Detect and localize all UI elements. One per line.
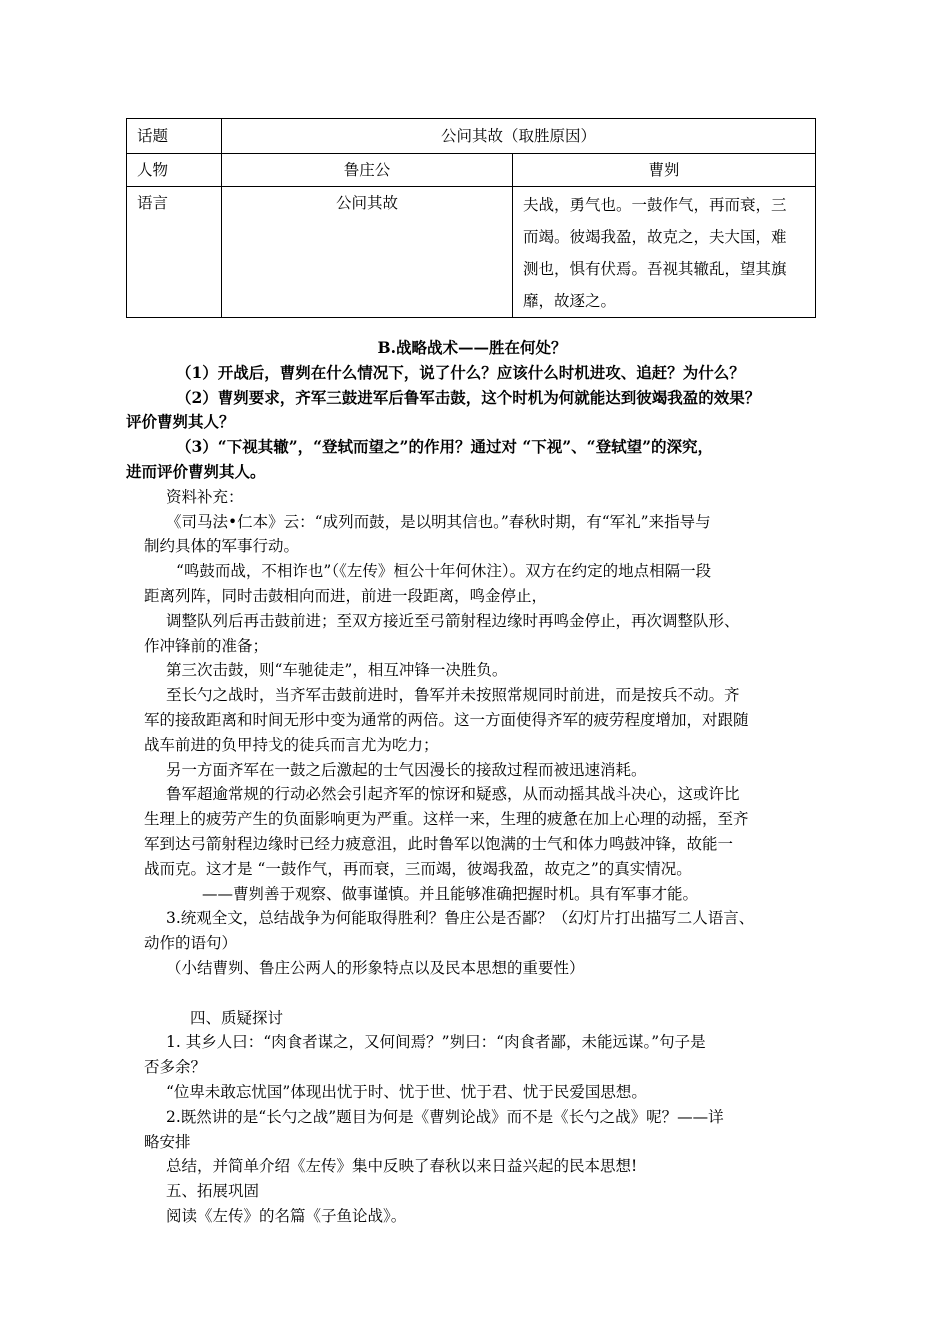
supplement-line: 《司马法•仁本》云：“成列而鼓，是以明其信也。”春秋时期，有“军礼”来指导与	[166, 512, 711, 531]
section-4-heading: 四、质疑探讨	[190, 1008, 284, 1027]
section-4-line: 否多余？	[144, 1058, 207, 1077]
table-row	[127, 119, 816, 154]
supplement-line: 鲁军超逾常规的行动必然会引起齐军的惊讶和疑惑，从而动摇其战斗决心，这或许比	[166, 785, 740, 804]
speech-line: 而竭。彼竭我盈，故克之，夫大国，难	[523, 228, 787, 246]
supplement-line: 生理上的疲劳产生的负面影响更为严重。这样一来，生理的疲惫在加上心理的动摇，至齐	[144, 810, 749, 829]
supplement-line: 军的接敌距离和时间无形中变为通常的两倍。这一方面使得齐军的疲劳程度增加，对跟随	[144, 710, 749, 729]
speech-line: 夫战，勇气也。一鼓作气，再而衰，三	[523, 196, 787, 214]
question-2: （2）曹刿要求，齐军三鼓进军后鲁军击鼓，这个时机为何就能达到彼竭我盈的效果？	[176, 387, 761, 407]
table-cell-person-lu: 鲁庄公	[222, 154, 513, 187]
question-3: （3）“下视其辙”，“登轼而望之”的作用？通过对 “下视”、“登轼望”的深究，	[176, 437, 714, 457]
supplement-line: 战而克。这才是 “一鼓作气，再而衰，三而竭，彼竭我盈，故克之”的真实情况。	[144, 859, 692, 878]
supplement-line: 战车前进的负甲持戈的徒兵而言尤为吃力；	[144, 735, 439, 754]
section-b-title: B.战略战术——胜在何处？	[377, 338, 567, 357]
supplement-line: 距离列阵，同时击鼓相向而进，前进一段距离，鸣金停止，	[144, 586, 548, 605]
speech-line: 靡，故逐之。	[523, 292, 617, 310]
section-4-line: 1. 其乡人曰：“肉食者谋之，又何间焉？”刿曰：“肉食者鄙，未能远谋。”句子是	[166, 1033, 706, 1052]
section-5-line: 阅读《左传》的名篇《子鱼论战》。	[166, 1206, 407, 1225]
supplement-line: 至长勺之战时，当齐军击鼓前进时，鲁军并未按照常规同时前进，而是按兵不动。齐	[166, 686, 740, 705]
supplement-line: 军到达弓箭射程边缘时已经力疲意沮，此时鲁军以饱满的士气和体力鸣鼓冲锋，故能一	[144, 834, 734, 853]
table-cell-label: 人物	[127, 154, 222, 187]
table-cell-lu-speech: 公问其故	[222, 187, 513, 318]
section-4-line: 总结，并简单介绍《左传》集中反映了春秋以来日益兴起的民本思想!	[166, 1157, 638, 1176]
question-3-cont: 进而评价曹刿其人。	[126, 461, 266, 481]
supplement-line: 制约具体的军事行动。	[144, 537, 300, 556]
table-cell-label: 话题	[127, 119, 222, 154]
supplement-heading: 资料补充：	[166, 487, 244, 506]
supplement-conclusion: ——曹刿善于观察、做事谨慎。并且能够准确把握时机。具有军事才能。	[202, 884, 699, 903]
table-row	[127, 187, 816, 318]
summary-note: （小结曹刿、鲁庄公两人的形象特点以及民本思想的重要性）	[166, 958, 585, 977]
table-cell-label: 语言	[127, 187, 222, 318]
table-cell-person-cao: 曹刿	[513, 154, 816, 187]
question-2-cont: 评价曹刿其人？	[126, 412, 235, 432]
table-row	[127, 154, 816, 187]
analysis-table	[126, 118, 816, 318]
supplement-line: 第三次击鼓，则“车驰徒走”，相互冲锋一决胜负。	[166, 661, 508, 680]
question-1: （1）开战后，曹刿在什么情况下，说了什么？应该什么时机进攻、追赶？为什么？	[176, 362, 745, 382]
table-cell-topic: 公问其故（取胜原因）	[222, 119, 816, 154]
supplement-line: 作冲锋前的准备；	[144, 636, 269, 655]
section-4-line: 略安排	[144, 1132, 191, 1151]
section-4-line: “位卑未敢忘忧国”体现出忧于时、忧于世、忧于君、忧于民爱国思想。	[166, 1082, 647, 1101]
speech-line: 测也，惧有伏焉。吾视其辙乱，望其旗	[523, 260, 787, 278]
summary-question-cont: 动作的语句）	[144, 934, 238, 953]
table-cell-cao-speech	[513, 187, 816, 318]
supplement-line: 调整队列后再击鼓前进；至双方接近至弓箭射程边缘时再鸣金停止，再次调整队形、	[166, 611, 740, 630]
section-4-line: 2.既然讲的是“长勺之战”题目为何是《曹刿论战》而不是《长勺之战》呢？——详	[166, 1107, 724, 1126]
supplement-line: 另一方面齐军在一鼓之后激起的士气因漫长的接敌过程而被迅速消耗。	[166, 760, 647, 779]
section-5-heading: 五、拓展巩固	[166, 1182, 260, 1201]
supplement-line: “鸣鼓而战，不相诈也”（《左传》桓公十年何休注）。双方在约定的地点相隔一段	[176, 562, 712, 581]
document-body	[126, 336, 824, 1229]
summary-question: 3.统观全文，总结战争为何能取得胜利？鲁庄公是否鄙？（幻灯片打出描写二人语言、	[166, 909, 755, 928]
